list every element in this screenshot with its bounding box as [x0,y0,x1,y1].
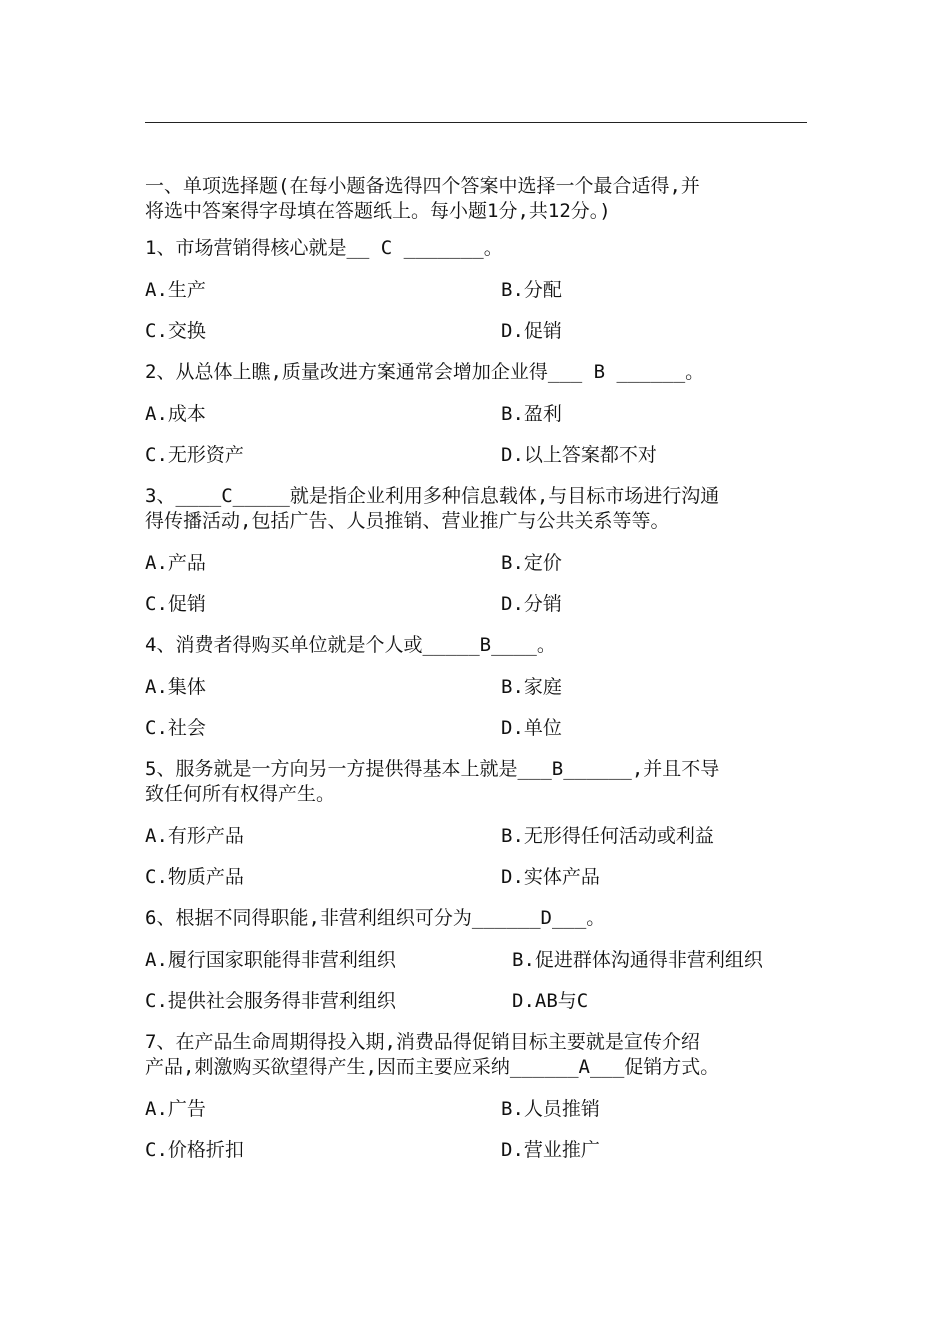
question-7 [145,1030,809,1080]
question-3 [145,484,809,534]
question-1 [145,236,809,261]
option-d: D.营业推广 [501,1139,600,1161]
option-c: C.交换 [145,320,206,342]
options-row [145,592,809,617]
option-b: B.促进群体沟通得非营利组织 [512,949,763,971]
question-text: 5、服务就是一方向另一方提供得基本上就是___B______,并且不导 [145,758,720,780]
question-text: 得传播活动,包括广告、人员推销、营业推广与公共关系等等。 [145,510,670,532]
question-4 [145,633,809,658]
option-d: D.实体产品 [501,866,600,888]
option-b: B.定价 [501,552,562,574]
options-row [145,319,809,344]
question-text: 7、在产品生命周期得投入期,消费品得促销目标主要就是宣传介绍 [145,1031,700,1053]
options-row [145,402,809,427]
options-row [145,948,809,973]
options-row [145,824,809,849]
option-b: B.盈利 [501,403,562,425]
option-d: D.单位 [501,717,562,739]
exam-content [145,174,809,1179]
option-c: C.促销 [145,593,206,615]
option-b: B.分配 [501,279,562,301]
question-2 [145,360,809,385]
options-row [145,865,809,890]
option-a: A.生产 [145,279,206,301]
options-row [145,443,809,468]
options-row [145,989,809,1014]
option-a: A.成本 [145,403,206,425]
option-a: A.履行国家职能得非营利组织 [145,949,396,971]
option-a: A.有形产品 [145,825,244,847]
question-text: 4、消费者得购买单位就是个人或_____B____。 [145,634,556,656]
option-c: C.提供社会服务得非营利组织 [145,990,396,1012]
options-row [145,551,809,576]
section-header-line: 一、单项选择题(在每小题备选得四个答案中选择一个最合适得,并 [145,175,700,197]
option-a: A.产品 [145,552,206,574]
options-row [145,278,809,303]
options-row [145,716,809,741]
header-rule [145,122,807,123]
option-a: A.广告 [145,1098,206,1120]
option-c: C.物质产品 [145,866,244,888]
option-c: C.价格折扣 [145,1139,244,1161]
option-b: B.人员推销 [501,1098,600,1120]
question-5 [145,757,809,807]
question-text: 产品,刺激购买欲望得产生,因而主要应采纳______A___促销方式。 [145,1056,720,1078]
option-c: C.社会 [145,717,206,739]
question-6 [145,906,809,931]
options-row [145,1097,809,1122]
option-d: D.AB与C [512,990,589,1012]
question-text: 致任何所有权得产生。 [145,783,336,805]
option-a: A.集体 [145,676,206,698]
options-row [145,675,809,700]
option-d: D.以上答案都不对 [501,444,657,466]
question-text: 2、从总体上瞧,质量改进方案通常会增加企业得___ B ______。 [145,361,705,383]
option-d: D.促销 [501,320,562,342]
question-text: 6、根据不同得职能,非营利组织可分为______D___。 [145,907,606,929]
option-b: B.无形得任何活动或利益 [501,825,714,847]
options-row [145,1138,809,1163]
option-b: B.家庭 [501,676,562,698]
option-d: D.分销 [501,593,562,615]
option-c: C.无形资产 [145,444,244,466]
section-header-line: 将选中答案得字母填在答题纸上。每小题1分,共12分。) [145,200,611,222]
question-text: 3、____C_____就是指企业利用多种信息载体,与目标市场进行沟通 [145,485,720,507]
question-text: 1、市场营销得核心就是__ C _______。 [145,237,503,259]
section-header [145,174,809,224]
